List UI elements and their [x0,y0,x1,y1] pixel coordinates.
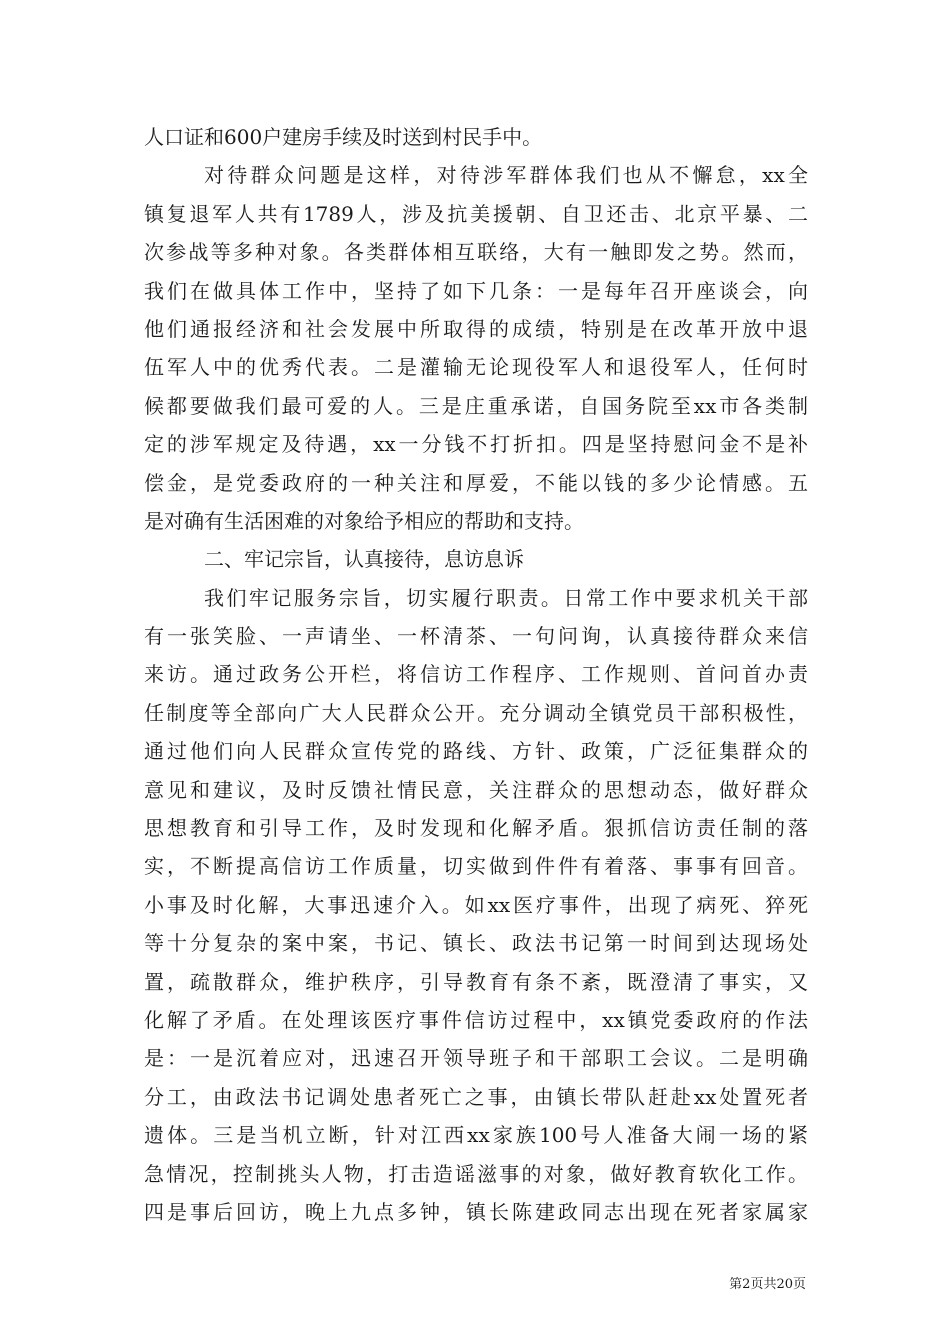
text-line: 他们通报经济和社会发展中所取得的成绩，特别是在改革开放中退 [144,316,808,341]
text-line: 伍军人中的优秀代表。二是灌输无论现役军人和退役军人，任何时 [144,355,808,380]
text-line: 实，不断提高信访工作质量，切实做到件件有着落、事事有回音。 [144,854,808,879]
text-line: 人口证和600户建房手续及时送到村民手中。 [144,125,543,149]
text-line: 有一张笑脸、一声请坐、一杯清茶、一句问询，认真接待群众来信 [144,624,808,649]
text-line: 化解了矛盾。在处理该医疗事件信访过程中，xx镇党委政府的作法 [144,1007,808,1032]
text-line: 意见和建议，及时反馈社情民意，关注群众的思想动态，做好群众 [144,777,808,802]
page-number-footer: 第2页共20页 [729,1277,806,1292]
text-line: 置，疏散群众，维护秩序，引导教育有条不紊，既澄清了事实，又 [144,969,808,994]
body-text [144,118,808,1231]
text-line: 是对确有生活困难的对象给予相应的帮助和支持。 [144,508,584,533]
text-line: 候都要做我们最可爱的人。三是庄重承诺，自国务院至xx市各类制 [144,393,808,418]
text-line: 四是事后回访，晚上九点多钟，镇长陈建政同志出现在死者家属家 [144,1199,808,1224]
text-line: 来访。通过政务公开栏，将信访工作程序、工作规则、首问首办责 [144,662,808,687]
text-line: 分工，由政法书记调处患者死亡之事，由镇长带队赶赴xx处置死者 [144,1084,808,1109]
text-line: 遗体。三是当机立断，针对江西xx家族100号人准备大闹一场的紧 [144,1123,808,1148]
text-line: 镇复退军人共有1789人，涉及抗美援朝、自卫还击、北京平暴、二 [144,201,808,226]
text-line: 任制度等全部向广大人民群众公开。充分调动全镇党员干部积极性， [144,700,808,725]
section-heading: 二、牢记宗旨，认真接待，息访息诉 [204,547,524,572]
paragraph-first-line: 对待群众问题是这样，对待涉军群体我们也从不懈怠，xx全 [204,163,808,188]
text-line: 是：一是沉着应对，迅速召开领导班子和干部职工会议。二是明确 [144,1046,808,1071]
text-line: 我们在做具体工作中，坚持了如下几条：一是每年召开座谈会，向 [144,278,808,303]
paragraph-first-line: 我们牢记服务宗旨，切实履行职责。日常工作中要求机关干部 [204,585,808,610]
text-line: 通过他们向人民群众宣传党的路线、方针、政策，广泛征集群众的 [144,739,808,764]
text-line: 等十分复杂的案中案，书记、镇长、政法书记第一时间到达现场处 [144,931,808,956]
text-line: 急情况，控制挑头人物，打击造谣滋事的对象，做好教育软化工作。 [144,1161,808,1186]
text-line: 小事及时化解，大事迅速介入。如xx医疗事件，出现了病死、猝死 [144,892,808,917]
text-line: 偿金，是党委政府的一种关注和厚爱，不能以钱的多少论情感。五 [144,470,808,495]
text-line: 次参战等多种对象。各类群体相互联络，大有一触即发之势。然而， [144,240,808,265]
text-line: 思想教育和引导工作，及时发现和化解矛盾。狠抓信访责任制的落 [144,816,808,841]
text-line: 定的涉军规定及待遇，xx一分钱不打折扣。四是坚持慰问金不是补 [144,432,808,457]
